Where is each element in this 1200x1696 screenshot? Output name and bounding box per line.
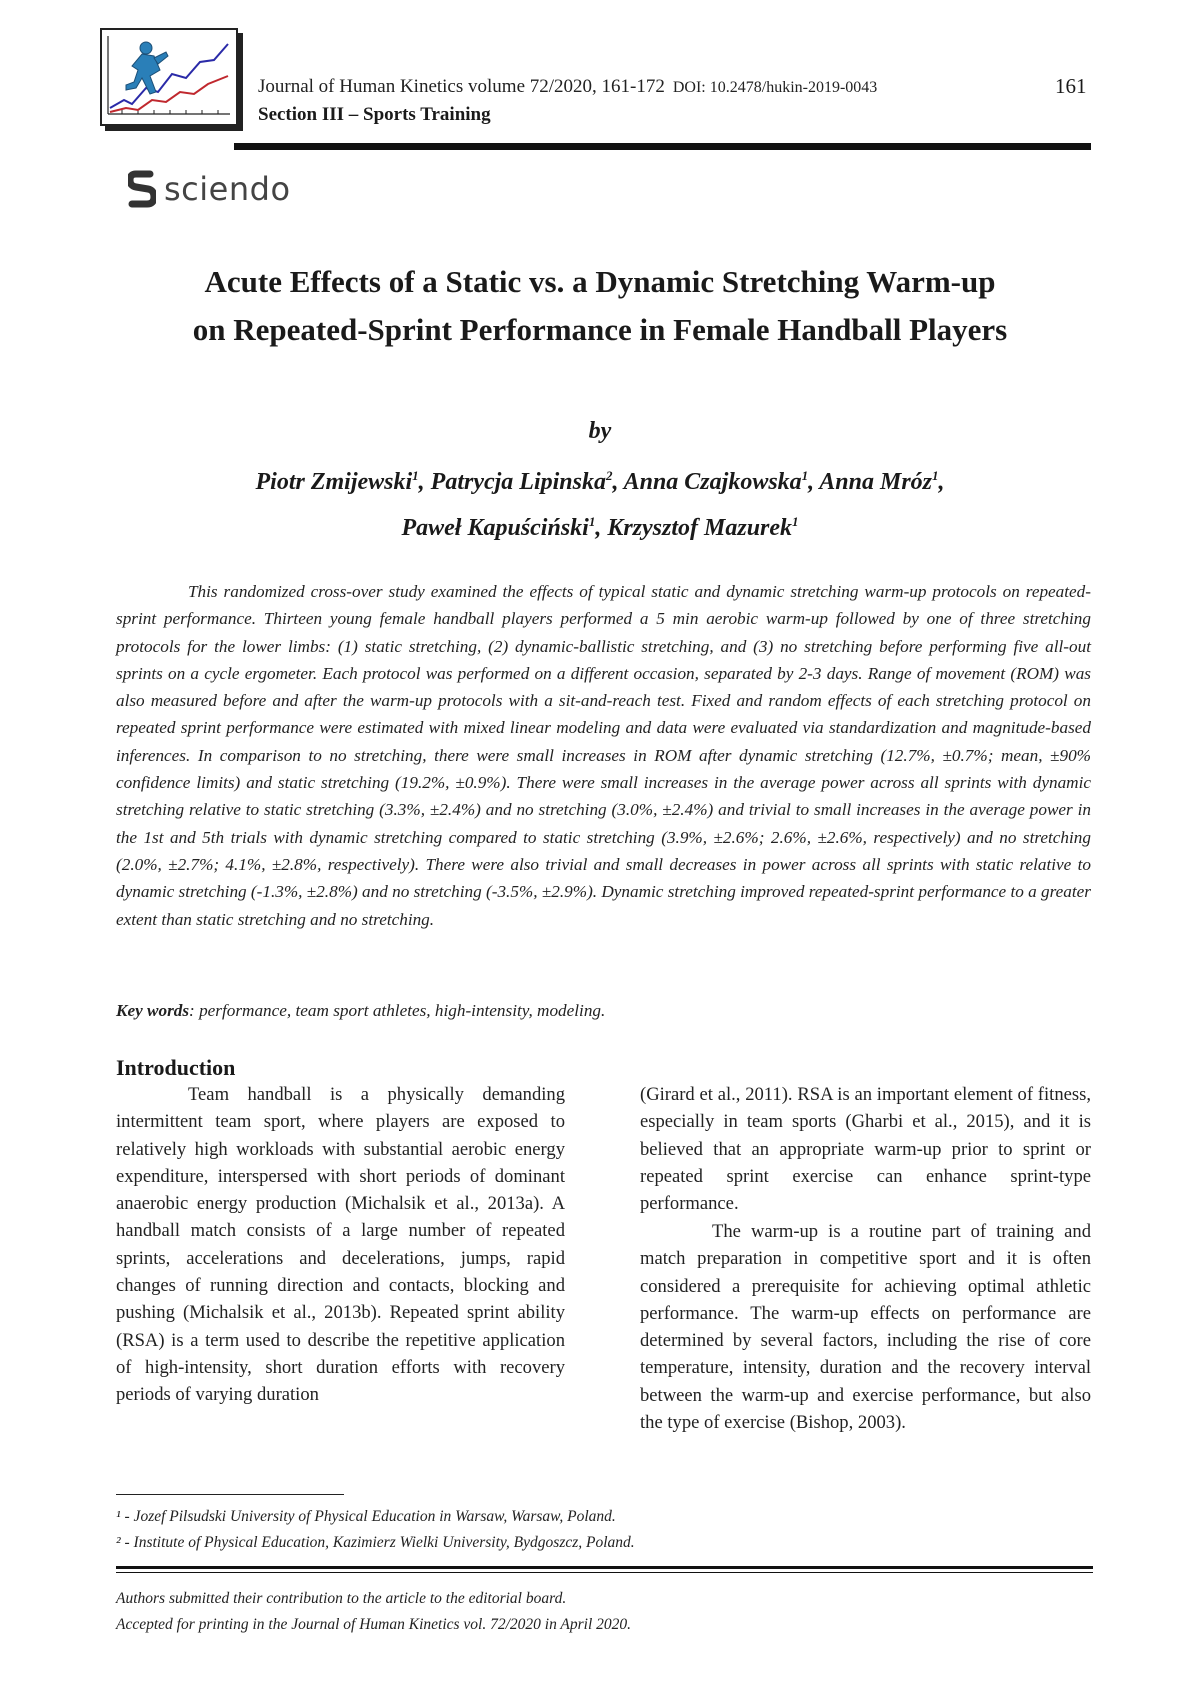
author-affiliation: 1 xyxy=(412,468,419,483)
byline: by xyxy=(588,418,612,444)
author-name: Anna Czajkowska xyxy=(623,469,802,495)
author-line-2: Paweł Kapuściński$^1$, Krzysztof Mazurek$^1$ xyxy=(401,514,799,541)
acceptance-note: Accepted for printing in the Journal of Human Kinetics vol. 72/2020 in April 2020. xyxy=(116,1616,632,1633)
doi[interactable]: DOI: 10.2478/hukin-2019-0043 xyxy=(672,79,878,96)
abstract: This randomized cross-over study examined the effects of typical static and dynamic stretching warm-up protocols on repeated-sprint performance. Thirteen young female handball players performed a 5 min aerobic warm-up followed by one of three stretching protocols for the lower limbs: (1) static stretching, (2) dynamic-ballistic stretching, and (3) no stretching before performing five all-out sprints on a cycle ergometer. Each protocol was performed on a different occasion, separated by 2-3 days. Range of movement (ROM) was also measured before and after the warm-up protocols with a sit-and-reach test. Fixed and random effects of each stretching protocol on repeated sprint performance were estimated with mixed linear modeling and data were evaluated via standardization and magnitude-based inferences. In comparison to no stretching, there were small increases in ROM after dynamic stretching (12.7%, ±0.7%; mean, ±90% confidence limits) and static stretching (19.2%, ±0.9%). There were small increases in the average power across all sprints with dynamic stretching relative to static stretching (3.3%, ±2.4%) and no stretching (3.0%, ±2.4%) and trivial to small increases in the average power in the 1st and 5th trials with dynamic stretching compared to static stretching (3.9%, ±2.6%; 2.6%, ±2.6%, respectively) and no stretching (2.0%, ±2.7%; 4.1%, ±2.8%, respectively). There were also trivial and small decreases in power across all sprints with static relative to dynamic stretching (-1.3%, ±2.8%) and no stretching (-3.5%, ±2.9%). Dynamic stretching improved repeated-sprint performance to a greater extent than static stretching and no stretching. xyxy=(116,582,1091,929)
footnote-1: ¹ - Jozef Pilsudski University of Physical Education in Warsaw, Warsaw, Poland. xyxy=(116,1508,616,1525)
author-list xyxy=(0,456,1200,548)
author-line-1: Piotr Zmijewski$^1$, Patrycja Lipinska$^2$, Anna Czajkowska$^1$, Anna Mróz$^1$, xyxy=(255,468,945,495)
keywords-text: : performance, team sport athletes, high-intensity, modeling. xyxy=(189,1001,606,1020)
author-name: Krzysztof Mazurek xyxy=(607,515,793,541)
bottom-divider-thin xyxy=(116,1572,1093,1573)
author-affiliation: 1 xyxy=(801,468,809,483)
publisher-logo xyxy=(128,170,291,208)
author-affiliation: 1 xyxy=(932,468,939,483)
author-name: Patrycja Lipinska xyxy=(430,469,606,495)
editorial-note: Authors submitted their contribution to the article to the editorial board. xyxy=(116,1590,567,1607)
author-affiliation: 1 xyxy=(588,514,596,529)
sciendo-mark-icon xyxy=(128,170,156,208)
footnote-2: ² - Institute of Physical Education, Kazimierz Wielki University, Bydgoszcz, Poland. xyxy=(116,1534,635,1551)
bottom-divider xyxy=(116,1566,1093,1569)
author-affiliation: 2 xyxy=(605,468,613,483)
keywords-label: Key words xyxy=(116,1001,190,1020)
body-text-left-column: Team handball is a physically demanding intermittent team sport, where players are exposed to relatively high workloads with substantial aerobic energy expenditure, interspersed with short periods of dominant anaerobic energy production (Michalsik et al., 2013a). A handball match consists of a large number of repeated sprints, accelerations and decelerations, jumps, rapid changes of running direction and contacts, blocking and pushing (Michalsik et al., 2013b). Repeated sprint ability (RSA) is a term used to describe the repetitive application of high-intensity, short duration efforts with recovery periods of varying duration xyxy=(116,1084,565,1406)
journal-line: Journal of Human Kinetics volume 72/2020, 161-172 xyxy=(258,76,665,97)
title-line-1: Acute Effects of a Static vs. a Dynamic Stretching Warm-up xyxy=(204,264,996,299)
page-number: 161 xyxy=(1055,74,1087,98)
body-text-right-paragraph-1: (Girard et al., 2011). RSA is an important element of fitness, especially in team sports (Gharbi et al., 2015), and it is believed that an appropriate warm-up prior to sprint or repeated sprint exercise can enhance sprint-type performance. xyxy=(640,1084,1091,1215)
title-line-2: on Repeated-Sprint Performance in Female Handball Players xyxy=(192,312,1008,347)
section-heading: Introduction xyxy=(116,1055,236,1080)
author-affiliation: 1 xyxy=(792,514,799,529)
author-name: Paweł Kapuściński xyxy=(401,515,589,541)
footnote-divider xyxy=(116,1494,344,1495)
author-name: Piotr Zmijewski xyxy=(255,469,413,495)
body-text-right-paragraph-2: The warm-up is a routine part of training and match preparation in competitive sport and it is often considered a prerequisite for achieving optimal athletic performance. The warm-up effects on performance are determined by several factors, including the rise of core temperature, intensity, duration and the recovery interval between the warm-up and exercise performance, but also the type of exercise (Bishop, 2003). xyxy=(640,1221,1091,1434)
article-title xyxy=(0,258,1200,354)
header-divider xyxy=(234,143,1091,150)
journal-citation xyxy=(258,76,877,98)
publisher-name: sciendo xyxy=(164,170,291,208)
journal-logo xyxy=(100,28,238,126)
author-name: Anna Mróz xyxy=(819,469,933,495)
section-label: Section III – Sports Training xyxy=(258,104,491,125)
keywords xyxy=(116,1001,605,1021)
